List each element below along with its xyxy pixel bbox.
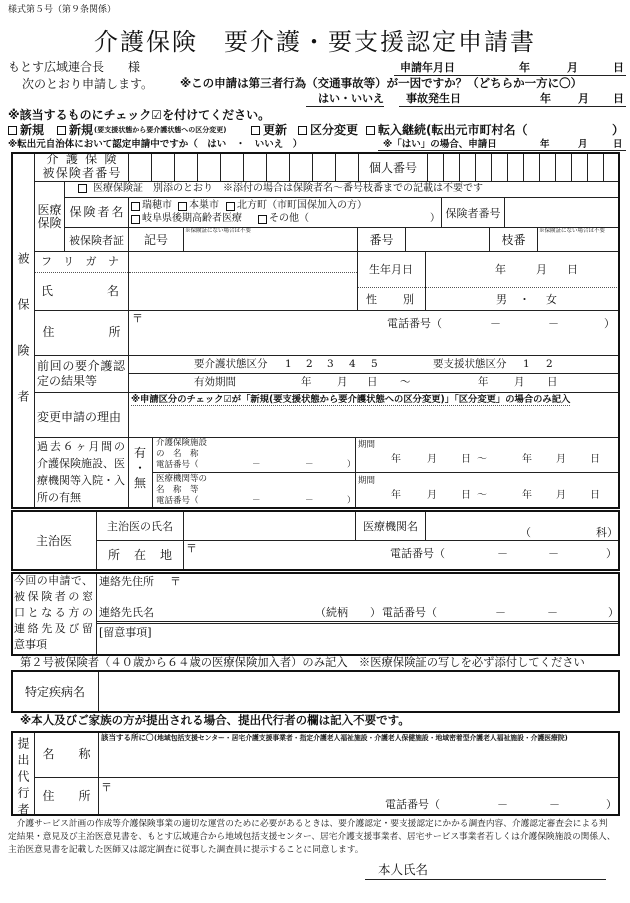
care-number-digit-box[interactable] xyxy=(197,152,221,182)
insurer-other-close: ） xyxy=(430,213,440,224)
care-level-option[interactable]: 4 xyxy=(349,358,356,370)
third-party-question: ※この申請は第三者行為（交通事故等）が一因ですか？（どちらか一方に〇） xyxy=(180,76,583,90)
phone-close: ） xyxy=(347,496,356,506)
checkbox-insurer-kitagata[interactable] xyxy=(226,202,235,211)
option-new-label: 新規 xyxy=(20,123,45,137)
checkbox-new[interactable] xyxy=(8,126,17,135)
tilde: ～ xyxy=(400,376,411,388)
care-number-label-line2: 被保険者番号 xyxy=(42,166,121,180)
third-party-answer[interactable]: はい・いいえ xyxy=(318,92,384,105)
location-label: 所在地 xyxy=(108,547,172,562)
checkbox-card-attached[interactable] xyxy=(78,184,87,193)
phone-close: ） xyxy=(347,460,356,470)
personal-number-digit-box[interactable] xyxy=(603,152,620,182)
year-unit: 年 xyxy=(540,92,551,105)
contact-name-label: 連絡先氏名 xyxy=(99,606,154,619)
valid-period-label: 有効期間 xyxy=(194,376,236,388)
contact-label-line1: 今回の申請で、 xyxy=(14,574,93,587)
day-unit: 日 xyxy=(367,376,378,388)
department-open: （ xyxy=(520,526,531,539)
institution-label-cell xyxy=(355,510,426,541)
medical-insurance-label-cell xyxy=(34,181,65,252)
insurer-number-label: 保険者番号 xyxy=(445,206,501,220)
transfer-question: ※転出元自治体において認定申請中ですか（ はい ・ いいえ ） xyxy=(8,139,303,150)
sex-option-female[interactable]: 女 xyxy=(546,293,557,306)
doctor-label: 主治医 xyxy=(35,534,72,548)
phone-dash: － xyxy=(305,460,314,470)
month-unit: 月 xyxy=(578,92,589,105)
consent-line: 定結果・意見及び主治医意見書を、もとす広域連合から地域包括支援センター、居宅介護支援事業者、居宅サービス事業者若しくは介護保険施設の関係人、 xyxy=(8,832,616,842)
phone-dash: － xyxy=(549,798,560,811)
care-number-digit-box[interactable] xyxy=(128,152,152,182)
tilde: ～ xyxy=(477,490,487,501)
day-unit: 日 xyxy=(613,61,624,74)
personal-number-grid[interactable] xyxy=(427,152,620,182)
personal-number-digit-box[interactable] xyxy=(555,152,572,182)
name-label: 氏名 xyxy=(41,284,119,298)
phone-label: 電話番号（ xyxy=(382,606,437,619)
insured-section-label: 被保険者 xyxy=(16,252,30,436)
insurer-number-label-cell xyxy=(441,197,505,228)
branch-label: 枝番 xyxy=(501,233,526,247)
transfer-municipality-close: ） xyxy=(612,123,625,137)
option-new-from-support-note: (要支援状態から要介護状態への区分変更) xyxy=(94,126,227,134)
phone-dash: － xyxy=(252,460,261,470)
phone-dash: － xyxy=(548,317,559,330)
phone-dash: － xyxy=(497,547,508,560)
sex-option-male[interactable]: 男 xyxy=(496,293,507,306)
specific-disease-label: 特定疾病名 xyxy=(24,685,85,699)
number-label: 番号 xyxy=(369,233,394,247)
phone-dash: － xyxy=(495,606,506,619)
care-number-digit-box[interactable] xyxy=(335,152,359,182)
branch-label-cell xyxy=(489,227,538,252)
signature-underline xyxy=(365,879,606,880)
insurer-option-other: その他（ xyxy=(269,213,309,224)
department-close: 科） xyxy=(596,526,618,539)
phone-label: 電話番号（ xyxy=(156,496,199,506)
year-unit: 年 xyxy=(519,61,530,74)
year-unit: 年 xyxy=(391,454,401,465)
care-number-digit-box[interactable] xyxy=(289,152,313,182)
birthdate-field[interactable] xyxy=(426,252,619,287)
intro-text: 次のとおり申請します。 xyxy=(22,77,154,91)
past-stay-yes[interactable]: 有 xyxy=(134,446,147,460)
personal-number-digit-box[interactable] xyxy=(539,152,556,182)
day-unit: 日 xyxy=(461,454,471,465)
sex-option-separator: ・ xyxy=(519,293,530,306)
insurer-label: 保険者名 xyxy=(69,204,124,219)
phone-dash: － xyxy=(547,606,558,619)
previous-result-divider xyxy=(128,373,620,374)
care-facility-label-line2: の 名 称 xyxy=(156,449,199,459)
contact-address-field[interactable] xyxy=(160,574,618,604)
phone-label: 電話番号（ xyxy=(156,460,199,470)
name-field[interactable] xyxy=(129,273,357,310)
phone-close: ） xyxy=(606,798,617,811)
care-facility-label-line1: 介護保険施設 xyxy=(156,438,208,448)
change-reason-label: 変更申請の理由 xyxy=(37,410,122,424)
year-unit: 年 xyxy=(301,376,312,388)
personal-number-label-cell xyxy=(358,152,428,182)
accident-date-underline xyxy=(399,106,626,107)
day-unit: 日 xyxy=(613,92,624,105)
agent-address-field[interactable] xyxy=(98,777,620,816)
agent-note: ※本人及びご家族の方が提出される場合、提出代行者の欄は記入不要です。 xyxy=(20,713,410,727)
checkbox-insurer-motosu[interactable] xyxy=(178,202,187,211)
card-attached-note: 医療保険証 別添のとおり ※添付の場合は保険者名～番号枝番までの記載は不要です xyxy=(93,183,483,194)
personal-number-digit-box[interactable] xyxy=(587,152,604,182)
insurer-number-field[interactable] xyxy=(504,197,620,228)
month-unit: 月 xyxy=(427,490,437,501)
phone-close: ） xyxy=(606,547,617,560)
symbol-label: 記号 xyxy=(143,233,168,247)
insurer-option-mizuho: 瑞穂市 xyxy=(142,200,172,211)
phone-label: 電話番号（ xyxy=(390,547,445,560)
medical-institution-label-line1: 医療機関等の xyxy=(156,474,208,484)
medical-insurance-label-line1: 医療 xyxy=(37,202,62,217)
doctor-name-label: 主治医の氏名 xyxy=(107,519,173,533)
symbol-not-required-note: ※保険証にない場合は不要 xyxy=(185,228,252,234)
month-unit: 月 xyxy=(567,61,578,74)
past-stay-separator: ・ xyxy=(134,461,147,475)
postal-mark: 〒 xyxy=(101,781,112,794)
day-unit: 日 xyxy=(590,454,600,465)
checkbox-transfer[interactable] xyxy=(366,126,375,135)
phone-dash: － xyxy=(252,496,261,506)
phone-dash: － xyxy=(497,798,508,811)
phone-dash: － xyxy=(548,547,559,560)
past-stay-label-line1: 過去６ヶ月間の xyxy=(37,440,125,453)
agent-instruction: 該当する所に〇 xyxy=(101,733,154,742)
care-level-option[interactable]: 5 xyxy=(371,358,378,370)
birth-day-unit: 日 xyxy=(567,263,578,276)
location-label-cell xyxy=(96,540,184,571)
personal-number-digit-box[interactable] xyxy=(507,152,524,182)
insurer-label-cell xyxy=(64,197,129,228)
notes-label: [留意事項] xyxy=(99,626,152,639)
past-stay-label-line2: 介護保険施設、医 xyxy=(37,457,125,470)
insurer-option-motosu: 本巣市 xyxy=(189,200,219,211)
contact-label-line5: 意事項 xyxy=(14,638,47,651)
care-level-option[interactable]: 2 xyxy=(306,358,313,370)
doctor-label-cell xyxy=(11,510,97,571)
support-level-option[interactable]: 2 xyxy=(546,358,553,370)
doctor-name-label-cell xyxy=(96,510,184,541)
agent-address-label-cell xyxy=(34,777,99,816)
day-unit: 日 xyxy=(461,490,471,501)
care-number-digit-box[interactable] xyxy=(266,152,290,182)
name-label-divider xyxy=(35,272,128,273)
care-number-digit-box[interactable] xyxy=(312,152,336,182)
checkbox-insurer-gifu-elderly[interactable] xyxy=(131,215,140,224)
institution-label: 医療機関名 xyxy=(363,519,418,533)
care-level-option[interactable]: 3 xyxy=(327,358,334,370)
care-number-digit-box[interactable] xyxy=(151,152,175,182)
symbol-label-cell xyxy=(128,227,184,252)
application-date-label: 申請年月日 xyxy=(400,61,455,74)
transfer-date-underline xyxy=(378,150,626,151)
year-unit: 年 xyxy=(540,139,550,150)
support-level-label: 要支援状態区分 xyxy=(433,358,507,370)
birth-sex-value-divider xyxy=(426,287,619,288)
checkbox-category-change[interactable] xyxy=(298,126,307,135)
relation-close: ） xyxy=(370,606,381,619)
furigana-field[interactable] xyxy=(129,252,357,272)
card-label: 被保険者証 xyxy=(69,233,124,247)
signature-field[interactable] xyxy=(430,862,605,878)
transfer-if-yes-label: ※「はい」の場合、申請日 xyxy=(383,139,497,150)
month-unit: 月 xyxy=(427,454,437,465)
personal-number-digit-box[interactable] xyxy=(491,152,508,182)
consent-line: 介護サービス計画の作成等介護保険事業の適切な運営のために必要があるときは、要介護認定・要支援認定にかかる調査内容、介護認定審査会による判 xyxy=(8,819,608,829)
care-number-label-cell xyxy=(34,152,129,182)
contact-label-line4: 連絡先及び留 xyxy=(14,622,93,635)
care-number-digit-box[interactable] xyxy=(243,152,267,182)
phone-dash: － xyxy=(490,317,501,330)
form-number: 様式第５号（第９条関係） xyxy=(8,5,117,15)
support-level-option[interactable]: 1 xyxy=(523,358,530,370)
address-field[interactable] xyxy=(128,310,620,356)
phone-close: ） xyxy=(604,317,615,330)
third-party-answer-underline xyxy=(306,106,384,107)
doctor-name-field[interactable] xyxy=(183,510,356,541)
day-unit: 日 xyxy=(590,490,600,501)
secondary-insured-note: 第２号被保険者（４０歳から６４歳の医療保険加入者）のみ記入 ※医療保険証の写しを必ず添付してください xyxy=(20,656,585,669)
year-unit: 年 xyxy=(391,490,401,501)
insurer-option-gifu-elderly: 岐阜県後期高齢者医療 xyxy=(142,213,242,224)
year-unit: 年 xyxy=(478,376,489,388)
furigana-label: フリガナ xyxy=(41,255,119,268)
care-level-option[interactable]: 1 xyxy=(285,358,292,370)
number-field[interactable] xyxy=(405,227,490,252)
relation-field[interactable] xyxy=(345,605,370,620)
option-new-from-support-label: 新規 xyxy=(69,123,94,137)
birth-sex-label-divider xyxy=(358,287,425,288)
birth-month-unit: 月 xyxy=(536,263,547,276)
previous-result-label-line2: 定の結果等 xyxy=(37,374,98,388)
phone-label: 電話番号（ xyxy=(385,798,440,811)
month-unit: 月 xyxy=(578,139,588,150)
page-title: 介護保険 要介護・要支援認定申請書 xyxy=(94,28,536,56)
year-unit: 年 xyxy=(522,454,532,465)
contact-label-line3: 口となる方の xyxy=(14,606,93,619)
notes-field[interactable] xyxy=(97,640,618,654)
medical-insurance-label-line2: 保険 xyxy=(37,215,62,230)
period-label: 期間 xyxy=(358,440,376,450)
agent-address-label: 住所 xyxy=(42,788,91,803)
option-renewal-label: 更新 xyxy=(263,123,288,137)
postal-mark: 〒 xyxy=(132,312,143,325)
change-reason-note: ※申請区分のチェック☑が「新規(要支援状態から要介護状態への区分変更)」「区分変更」の場合のみ記入 xyxy=(131,394,571,405)
agent-label: 提出代行者 xyxy=(16,737,30,820)
medical-institution-label-line2: 名 称 等 xyxy=(156,485,199,495)
contact-name-underline xyxy=(97,623,619,624)
agent-name-label-cell xyxy=(34,731,99,778)
branch-not-required-note: ※保険証にない場合は不要 xyxy=(539,228,606,234)
personal-number-digit-box[interactable] xyxy=(443,152,460,182)
agent-instruction-detail: (地域包括支援センター・居宅介護支援事業者・指定介護老人福祉施設・介護老人保健施設・地域密着型介護老人福祉施設・介護医療院) xyxy=(154,734,568,742)
month-unit: 月 xyxy=(514,376,525,388)
phone-label: 電話番号（ xyxy=(387,317,442,330)
contact-label-line2: 被保険者の窓 xyxy=(14,590,93,603)
previous-result-label-line1: 前回の要介護認 xyxy=(37,359,125,373)
checkbox-insurer-mizuho[interactable] xyxy=(131,202,140,211)
postal-mark: 〒 xyxy=(186,542,197,555)
personal-number-digit-box[interactable] xyxy=(427,152,444,182)
personal-number-digit-box[interactable] xyxy=(459,152,476,182)
care-insured-number-grid[interactable] xyxy=(128,152,359,182)
card-label-cell xyxy=(64,227,129,252)
contact-name-field[interactable] xyxy=(160,605,310,620)
past-stay-label-line3: 療機関等入院・入 xyxy=(37,474,125,487)
month-unit: 月 xyxy=(337,376,348,388)
checkbox-new-from-support[interactable] xyxy=(57,126,66,135)
phone-close: ） xyxy=(608,606,619,619)
checkbox-renewal[interactable] xyxy=(251,126,260,135)
number-label-cell xyxy=(357,227,406,252)
birth-year-unit: 年 xyxy=(495,263,506,276)
specific-disease-field[interactable] xyxy=(98,670,620,713)
relation-label: （続柄 xyxy=(315,606,348,619)
contact-name-underline xyxy=(97,621,619,622)
insurer-option-kitagata: 北方町（市町国保加入の方） xyxy=(237,200,367,211)
address-label: 住所 xyxy=(42,325,121,340)
care-number-label-line1: 介護保険 xyxy=(46,152,117,167)
personal-number-digit-box[interactable] xyxy=(571,152,588,182)
agent-name-label: 名称 xyxy=(42,746,91,761)
period-label: 期間 xyxy=(358,476,376,486)
month-unit: 月 xyxy=(556,490,566,501)
specific-disease-label-cell xyxy=(11,670,99,713)
tilde: ～ xyxy=(477,454,487,465)
sex-label: 性別 xyxy=(366,293,414,306)
past-stay-no[interactable]: 無 xyxy=(134,476,147,490)
option-transfer-label: 転入継続(転出元市町村名（ xyxy=(378,123,528,137)
signature-label: 本人氏名 xyxy=(378,862,429,877)
personal-number-digit-box[interactable] xyxy=(523,152,540,182)
address-label-cell xyxy=(34,310,129,356)
care-number-digit-box[interactable] xyxy=(220,152,244,182)
year-unit: 年 xyxy=(522,490,532,501)
care-level-label: 要介護状態区分 xyxy=(194,358,268,370)
checkbox-insurer-other[interactable] xyxy=(258,215,267,224)
consent-line: 主治医意見書を記載した医師又は認定調査に従事した調査員に提示することに同意します。 xyxy=(8,845,364,855)
past-stay-label-line4: 所の有無 xyxy=(37,491,81,504)
contact-address-label: 連絡先住所 xyxy=(99,575,154,588)
phone-dash: － xyxy=(305,496,314,506)
postal-mark: 〒 xyxy=(170,575,181,588)
check-instruction: ※該当するものにチェック☑を付けてください。 xyxy=(8,108,271,122)
personal-number-label: 個人番号 xyxy=(368,160,417,175)
month-unit: 月 xyxy=(556,454,566,465)
day-unit: 日 xyxy=(613,139,623,150)
personal-number-digit-box[interactable] xyxy=(475,152,492,182)
birthdate-label: 生年月日 xyxy=(369,263,413,276)
accident-date-label: 事故発生日 xyxy=(406,92,461,105)
addressee: もとす広域連合長 様 xyxy=(8,60,141,74)
care-number-digit-box[interactable] xyxy=(174,152,198,182)
option-category-change-label: 区分変更 xyxy=(310,123,359,137)
day-unit: 日 xyxy=(547,376,558,388)
